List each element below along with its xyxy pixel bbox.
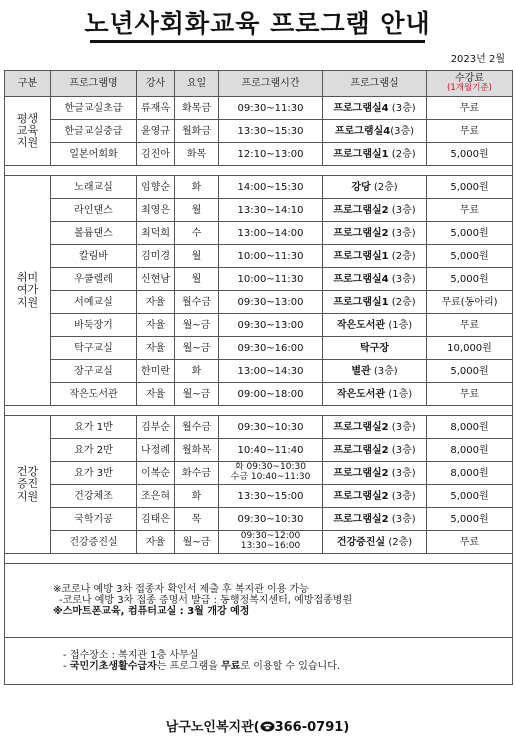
program-fee: 무료 [427,120,513,143]
room-name: 프로그램실1 [333,296,389,308]
program-room [323,120,427,143]
program-time: 10:00~11:30 [219,245,323,268]
program-time [219,531,323,554]
program-fee: 8,000원 [427,462,513,485]
program-fee: 5,000원 [427,143,513,166]
room-name: 프로그램실1 [333,250,389,262]
room-floor: (2층) [388,148,416,160]
room-name: 프로그램실2 [333,513,389,525]
room-floor: (1층) [385,319,413,331]
day-of-week: 월~금 [175,531,219,554]
notes-cell [5,564,513,638]
category-label: 증진 [16,477,39,491]
teacher-name: 자율 [137,291,175,314]
category-label: 지원 [16,136,39,150]
room-name: 프로그램실4 [333,273,389,285]
room-name: 프로그램실2 [333,444,389,456]
day-of-week: 수 [175,222,219,245]
teacher-name: 류재옥 [137,97,175,120]
day-of-week: 월~금 [175,314,219,337]
note-line: ※코로나 예방 3차 접종자 확인서 제출 후 복지관 이용 가능 [53,584,309,595]
program-room [323,439,427,462]
room-floor: (3층) [390,125,415,137]
program-fee: 5,000원 [427,508,513,531]
category-label: 건강 [16,465,39,479]
time-line: 13:30~16:00 [240,541,301,551]
day-of-week: 월 [175,268,219,291]
info-text: - [63,661,70,672]
day-of-week: 월 [175,245,219,268]
teacher-name: 한미란 [137,360,175,383]
header-time: 프로그램시간 [219,71,323,97]
program-row [5,508,513,531]
program-time: 09:00~18:00 [219,383,323,406]
program-room [323,508,427,531]
section-gap [5,554,513,564]
section-gap-cell [5,406,513,416]
program-time: 13:30~14:10 [219,199,323,222]
room-floor: (3층) [388,490,416,502]
category-label: 취미 [16,271,39,285]
room-name: 프로그램실4 [334,125,391,137]
program-time: 10:40~11:40 [219,439,323,462]
program-name: 요가 2반 [51,439,137,462]
title-underline [90,40,425,43]
room-name: 강당 [351,181,371,193]
day-of-week: 화 [175,176,219,199]
program-time: 09:30~13:00 [219,314,323,337]
program-name: 국학기공 [51,508,137,531]
info-text: 는 프로그램을 [156,661,222,672]
program-time: 13:00~14:30 [219,360,323,383]
program-time: 13:30~15:00 [219,485,323,508]
teacher-name: 나정례 [137,439,175,462]
program-name: 볼륨댄스 [51,222,137,245]
section-gap-cell [5,554,513,564]
program-name: 칼림바 [51,245,137,268]
header-room: 프로그램실 [323,71,427,97]
org-name: 남구노인복지관 [165,720,254,735]
category-label: 여가 [16,283,39,297]
program-row [5,176,513,199]
program-row [5,360,513,383]
telephone-icon [260,721,275,732]
room-floor: (3층) [388,421,416,433]
program-name: 작은도서관 [51,383,137,406]
time-line: 화 09:30~10:30 [235,462,306,473]
teacher-name: 김진아 [137,143,175,166]
program-fee: 5,000원 [427,222,513,245]
header-fee-label: 수강료 [455,73,484,85]
program-fee: 5,000원 [427,485,513,508]
program-room [323,291,427,314]
header-program: 프로그램명 [51,71,137,97]
program-fee: 무료 [427,97,513,120]
day-of-week: 월수금 [175,291,219,314]
program-name: 바둑장기 [51,314,137,337]
program-room [323,416,427,439]
note-line: ※스마트폰교육, 컴퓨터교실 : 3월 개강 예정 [53,606,250,617]
program-name: 라인댄스 [51,199,137,222]
room-floor: (3층) [388,444,416,456]
program-name: 일본어회화 [51,143,137,166]
room-name: 프로그램실1 [333,148,389,160]
footer-contact: 남구노인복지관( 366-0791) [165,720,350,735]
day-of-week: 월~금 [175,337,219,360]
program-name: 건강증진실 [51,531,137,554]
info-emphasis: 무료 [221,661,241,672]
section-gap [5,406,513,416]
day-of-week: 월 [175,199,219,222]
program-row [5,291,513,314]
info-cell [5,638,513,685]
program-time: 09:30~10:30 [219,508,323,531]
issue-date: 2023년 2월 [450,54,505,65]
program-room [323,176,427,199]
program-fee: 10,000원 [427,337,513,360]
teacher-name: 신현남 [137,268,175,291]
category-cell [5,416,51,554]
category-cell [5,176,51,406]
phone-number: 366-0791 [274,720,344,735]
program-name: 건강체조 [51,485,137,508]
teacher-name: 김미경 [137,245,175,268]
day-of-week: 월~금 [175,383,219,406]
header-fee [427,71,513,97]
program-fee: 8,000원 [427,439,513,462]
room-floor: (3층) [388,204,416,216]
program-room [323,143,427,166]
day-of-week: 화목금 [175,97,219,120]
room-name: 탁구장 [360,342,389,354]
teacher-name: 최덕희 [137,222,175,245]
program-time: 13:00~14:00 [219,222,323,245]
room-floor: (2층) [388,250,416,262]
program-fee: 무료 [427,199,513,222]
table-header-row [5,71,513,97]
program-fee: 무료 [427,531,513,554]
program-fee: 8,000원 [427,416,513,439]
room-floor: (3층) [388,513,416,525]
program-room [323,383,427,406]
program-room [323,485,427,508]
day-of-week: 목 [175,508,219,531]
teacher-name: 자율 [137,531,175,554]
room-name: 프로그램실4 [333,102,389,114]
program-row [5,314,513,337]
program-time: 13:30~15:30 [219,120,323,143]
program-name: 탁구교실 [51,337,137,360]
teacher-name: 최영은 [137,199,175,222]
program-fee: 5,000원 [427,176,513,199]
program-time: 12:10~13:00 [219,143,323,166]
program-name: 장구교실 [51,360,137,383]
category-label: 교육 [16,123,39,137]
program-row [5,245,513,268]
room-name: 작은도서관 [336,319,386,331]
program-row [5,337,513,360]
program-name: 노래교실 [51,176,137,199]
program-row [5,97,513,120]
section-gap [5,166,513,176]
day-of-week: 화 [175,485,219,508]
category-label: 지원 [16,295,39,309]
program-row [5,143,513,166]
program-row [5,120,513,143]
program-name: 요가 1반 [51,416,137,439]
program-room [323,199,427,222]
header-teacher: 강사 [137,71,175,97]
section-gap-cell [5,166,513,176]
program-room [323,97,427,120]
day-of-week: 화 [175,360,219,383]
table-body [5,97,513,685]
program-row [5,439,513,462]
program-room [323,268,427,291]
program-time [219,462,323,485]
program-row [5,222,513,245]
program-room [323,314,427,337]
program-row [5,462,513,485]
program-time: 14:00~15:30 [219,176,323,199]
program-name: 한글교실초급 [51,97,137,120]
room-floor: (3층) [370,365,398,377]
day-of-week: 월화금 [175,120,219,143]
room-floor: (2층) [370,181,398,193]
room-floor: (3층) [388,467,416,479]
program-row [5,199,513,222]
day-of-week: 월화목 [175,439,219,462]
room-name: 프로그램실2 [333,421,389,433]
program-row [5,485,513,508]
room-name: 프로그램실2 [333,467,389,479]
day-of-week: 화목 [175,143,219,166]
room-floor: (3층) [388,273,416,285]
program-row [5,531,513,554]
teacher-name: 자율 [137,314,175,337]
room-floor: (3층) [388,227,416,239]
info-line [63,661,511,672]
category-label: 평생 [16,111,39,125]
program-fee: 무료 [427,314,513,337]
program-name: 서예교실 [51,291,137,314]
room-name: 프로그램실2 [333,490,389,502]
info-row [5,638,513,685]
program-table [4,70,513,685]
program-name: 우쿨렐레 [51,268,137,291]
teacher-name: 임향순 [137,176,175,199]
program-time: 09:30~11:30 [219,97,323,120]
day-of-week: 화수금 [175,462,219,485]
info-text: 로 이용할 수 있습니다. [240,661,341,672]
header-category: 구분 [5,71,51,97]
room-name: 별관 [351,365,371,377]
program-fee: 무료 [427,383,513,406]
teacher-name: 자율 [137,337,175,360]
notes-row [5,564,513,638]
room-floor: (2층) [385,536,413,548]
program-room [323,462,427,485]
program-name: 한글교실중급 [51,120,137,143]
program-row [5,383,513,406]
info-line: - 접수장소 : 복지관 1층 사무실 [63,650,199,661]
program-fee: 무료(동아리) [427,291,513,314]
program-name: 요가 3반 [51,462,137,485]
category-cell [5,97,51,166]
program-room [323,360,427,383]
category-label: 지원 [16,489,39,503]
time-line: 09:30~12:00 [240,531,301,542]
program-time: 09:30~10:30 [219,416,323,439]
room-name: 프로그램실2 [333,204,389,216]
program-time: 09:30~16:00 [219,337,323,360]
time-line: 수금 10:40~11:30 [230,472,311,482]
room-name: 프로그램실2 [333,227,389,239]
program-room [323,245,427,268]
room-floor: (1층) [385,388,413,400]
room-name: 작은도서관 [336,388,386,400]
teacher-name: 조은혀 [137,485,175,508]
program-row [5,416,513,439]
program-fee: 5,000원 [427,360,513,383]
program-room [323,337,427,360]
header-fee-basis: (1개월기준) [447,83,492,94]
teacher-name: 자율 [137,383,175,406]
day-of-week: 월수금 [175,416,219,439]
note-line: -코로나 예방 3차 접종 증명서 발급 : 동행정복지센터, 예방접종병원 [59,595,353,606]
info-emphasis: 국민기초생활수급자 [69,661,157,672]
program-time: 10:00~11:30 [219,268,323,291]
room-floor: (2층) [388,296,416,308]
page-title: 노년사회화교육 프로그램 안내 [84,9,431,38]
program-fee: 5,000원 [427,245,513,268]
program-row [5,268,513,291]
program-fee: 5,000원 [427,268,513,291]
teacher-name: 김부순 [137,416,175,439]
program-time: 09:30~13:00 [219,291,323,314]
teacher-name: 김태은 [137,508,175,531]
program-room [323,222,427,245]
teacher-name: 이복순 [137,462,175,485]
header-day: 요일 [175,71,219,97]
room-name: 건강증진실 [336,536,386,548]
program-room [323,531,427,554]
teacher-name: 윤영규 [137,120,175,143]
room-floor: (3층) [388,102,416,114]
